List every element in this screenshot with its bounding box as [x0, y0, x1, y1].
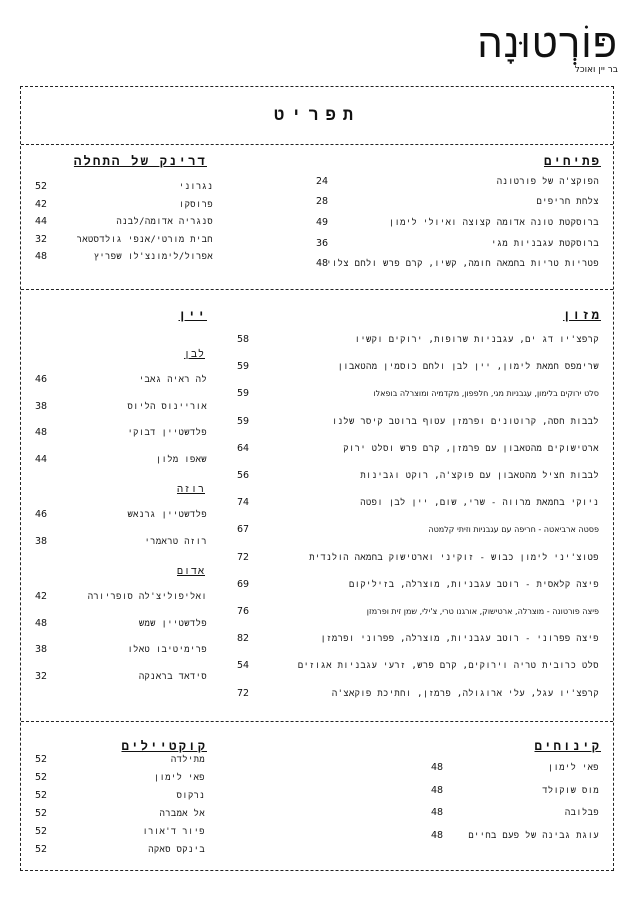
item-name: נגרוני [178, 182, 213, 192]
item-name: לבבות חסה, קרוטונים ופרמזן עטוף ברוטב קיסר שלנו [331, 416, 599, 427]
wine-category-heading: רוזה [176, 484, 205, 495]
cocktails-heading: קוקטיילים [121, 738, 207, 753]
starters-heading: פתיחים [543, 153, 601, 168]
aperitif-heading: דרינק של התחלה [73, 153, 207, 168]
menu-item [237, 387, 599, 401]
menu-item [316, 257, 599, 271]
item-price: 52 [35, 844, 48, 855]
menu-item [316, 195, 599, 209]
item-name: מוס שוקולד [542, 785, 599, 796]
item-name: פלדשטיין דבוקי [127, 428, 207, 438]
item-price: 82 [237, 633, 250, 645]
menu-item [237, 659, 599, 673]
item-price: 59 [237, 415, 250, 427]
item-price: 24 [316, 176, 329, 187]
menu-item [35, 215, 213, 229]
item-price: 48 [35, 617, 48, 629]
menu-item [35, 807, 205, 821]
item-name: פאי לימון [547, 763, 599, 773]
menu-item [35, 643, 207, 657]
item-price: 38 [35, 535, 48, 547]
menu-item [316, 175, 599, 189]
menu-title: תפריט [273, 105, 360, 125]
divider [21, 289, 613, 290]
menu-item [35, 426, 207, 440]
item-price: 52 [35, 772, 48, 783]
item-name: רוזה טראמרי [144, 536, 207, 547]
item-price: 54 [237, 660, 250, 672]
item-name: שרימפס חמאת לימון, יין לבן ולחם כוסמין מהטאבון [337, 362, 599, 373]
item-name: סלט ירוקים בלימון, עגבניות מגי, חלפפון, מקדמיה ומוצרלה בופאלו [373, 389, 599, 399]
item-name: עוגת גבינה של פעם בחיים [468, 830, 599, 841]
menu-item [237, 605, 599, 619]
brand-logo [477, 21, 618, 75]
menu-item [35, 617, 207, 631]
menu-item [35, 250, 213, 264]
item-name: ארטישוקים מהטאבון עם פרמזן, קרם פרש וסלט ירוק [343, 443, 599, 454]
item-name: פיצה פפרוני - רוטב עגבניות, מוצרלה, פפרוני ופרמזן [320, 634, 599, 645]
item-price: 46 [35, 509, 48, 520]
wine-category-heading: אדום [176, 566, 205, 577]
item-price: 48 [431, 784, 444, 796]
menu-item [35, 753, 205, 767]
item-name: מתילדה [170, 755, 205, 765]
item-name: פלדשטיין גרנאש [127, 510, 207, 520]
item-name: קרפצ'יו עגל, עלי ארוגולה, פרמזן, וחתיכת פוקאצ'ה [331, 688, 599, 699]
item-name: פטוצ'יני לימון כבוש - זוקיני וארטישוק בחמאה הולנדית [309, 552, 599, 563]
menu-item [35, 535, 207, 549]
item-name: שאפו מלון [155, 454, 207, 465]
item-price: 38 [35, 400, 48, 412]
item-price: 58 [237, 334, 250, 345]
wine-heading: יין [178, 307, 207, 322]
item-name: חבית מורטי/אנפי גולדסטאר [76, 234, 213, 245]
menu-item [35, 843, 205, 857]
menu-item [35, 180, 213, 194]
item-name: פרוסקו [178, 199, 213, 210]
item-name: הפוקצ'ה של פורטונה [496, 177, 599, 187]
menu-item [237, 632, 599, 646]
item-price: 48 [35, 427, 48, 438]
item-price: 48 [35, 251, 48, 262]
item-price: 48 [316, 258, 329, 269]
menu-item [35, 789, 205, 803]
menu-item [237, 578, 599, 592]
item-price: 67 [237, 524, 250, 536]
item-price: 44 [35, 453, 48, 465]
menu-item [237, 333, 599, 347]
menu-item [35, 590, 207, 604]
menu-item [35, 825, 205, 839]
item-name: ברוסקטת עגבניות מגי [491, 239, 599, 249]
item-price: 38 [35, 644, 48, 655]
menu-item [35, 453, 207, 467]
item-price: 52 [35, 808, 48, 819]
item-price: 52 [35, 181, 48, 192]
menu-item [35, 771, 205, 785]
item-price: 72 [237, 551, 250, 563]
item-price: 48 [431, 829, 444, 841]
item-price: 59 [237, 388, 250, 400]
wine-category-heading: לבן [183, 349, 205, 360]
menu-item [35, 670, 207, 684]
item-name: ניוקי בחמאת מרווה - שרי, שום, יין לבן ופטה [360, 498, 599, 509]
item-name: אוריינוס הליוס [127, 401, 207, 412]
item-price: 32 [35, 670, 48, 682]
item-name: סידאד בראנקה [138, 671, 207, 682]
item-name: אפרול/לימונצ'לו שפריץ [93, 252, 213, 262]
item-name: בינקס סאקה [148, 845, 205, 855]
menu-item [237, 523, 599, 537]
desserts-heading: קינוחים [534, 738, 601, 753]
item-price: 52 [35, 754, 48, 765]
item-name: פיצה פורטונה - מוצרלה, ארטישוק, אורגנו טרי, צ'ילי, שמן זית ופרמזן [366, 607, 599, 616]
menu-item [431, 829, 599, 843]
menu-item [35, 508, 207, 522]
item-price: 48 [431, 762, 444, 773]
item-name: נרקוס [176, 791, 205, 801]
item-name: פבלובה [564, 808, 599, 818]
item-price: 74 [237, 497, 250, 509]
item-name: פיצה קלאסית - רוטב עגבניות, מוצרלה, בזיליקום [348, 579, 599, 590]
item-price: 42 [35, 198, 48, 210]
menu-item [35, 400, 207, 414]
menu-item [35, 233, 213, 247]
divider [21, 721, 613, 722]
menu-item [35, 198, 213, 212]
item-price: 76 [237, 606, 250, 617]
item-name: פסטה ארביאטה - חריפה עם עגבניות וזיתי קלמטה [428, 525, 599, 535]
menu-item [431, 806, 599, 820]
item-name: קרפצ'יו דג ים, עגבניות שרופות, ירוקים וקשיו [354, 335, 599, 345]
food-heading: מזון [562, 307, 601, 322]
menu-item [316, 216, 599, 230]
item-price: 56 [237, 470, 250, 481]
item-price: 46 [35, 374, 48, 385]
menu-item [237, 415, 599, 429]
item-price: 28 [316, 196, 329, 207]
item-name: פטריות טריות בחמאה חומה, קשיו, קרם פרש ולחם צלוי [326, 259, 599, 269]
menu-item [431, 784, 599, 798]
item-price: 44 [35, 216, 48, 227]
menu-item [237, 360, 599, 374]
menu-frame [20, 86, 614, 871]
item-price: 49 [316, 217, 329, 228]
menu-item [316, 237, 599, 251]
item-price: 52 [35, 790, 48, 801]
menu-item [35, 373, 207, 387]
item-price: 64 [237, 442, 250, 454]
item-name: לבבות חציל מהטאבון עם פוקצ'ה, רוקט וגבינות [360, 471, 599, 481]
menu-item [431, 761, 599, 775]
item-price: 48 [431, 807, 444, 818]
item-name: פיור ד'אורו [142, 827, 205, 837]
menu-item [237, 496, 599, 510]
item-name: צלחת חריפים [536, 197, 599, 207]
item-name: אל אמברה [159, 809, 205, 819]
item-price: 72 [237, 687, 250, 699]
item-name: פלדשטיין שמש [138, 618, 207, 629]
divider [21, 144, 613, 145]
item-price: 36 [316, 238, 329, 249]
item-price: 42 [35, 591, 48, 602]
menu-item [237, 551, 599, 565]
brand-name: פּוֹרְטוּנָה [477, 21, 618, 67]
item-price: 69 [237, 578, 250, 590]
menu-item [237, 469, 599, 483]
menu-item [237, 687, 599, 701]
item-price: 32 [35, 233, 48, 245]
item-name: לה ראיה גאבי [138, 375, 207, 385]
item-price: 59 [237, 361, 250, 373]
item-name: סלט כרובית טריה וירוקים, קרם פרש, זרעי עגבניות אגוזים [297, 661, 599, 672]
item-name: סנגריה אדומה/לבנה [116, 217, 213, 227]
item-name: ברוסקטת טונה אדומה קצוצה ואיולי לימון [388, 218, 599, 228]
item-name: פרימיטיבו טאלו [127, 645, 207, 655]
brand-tagline: בר יין ואוכל [574, 65, 618, 75]
item-price: 52 [35, 826, 48, 837]
item-name: פאי לימון [153, 773, 205, 783]
menu-item [237, 442, 599, 456]
item-name: ואליפוליצ'לה סופריורה [87, 592, 207, 602]
